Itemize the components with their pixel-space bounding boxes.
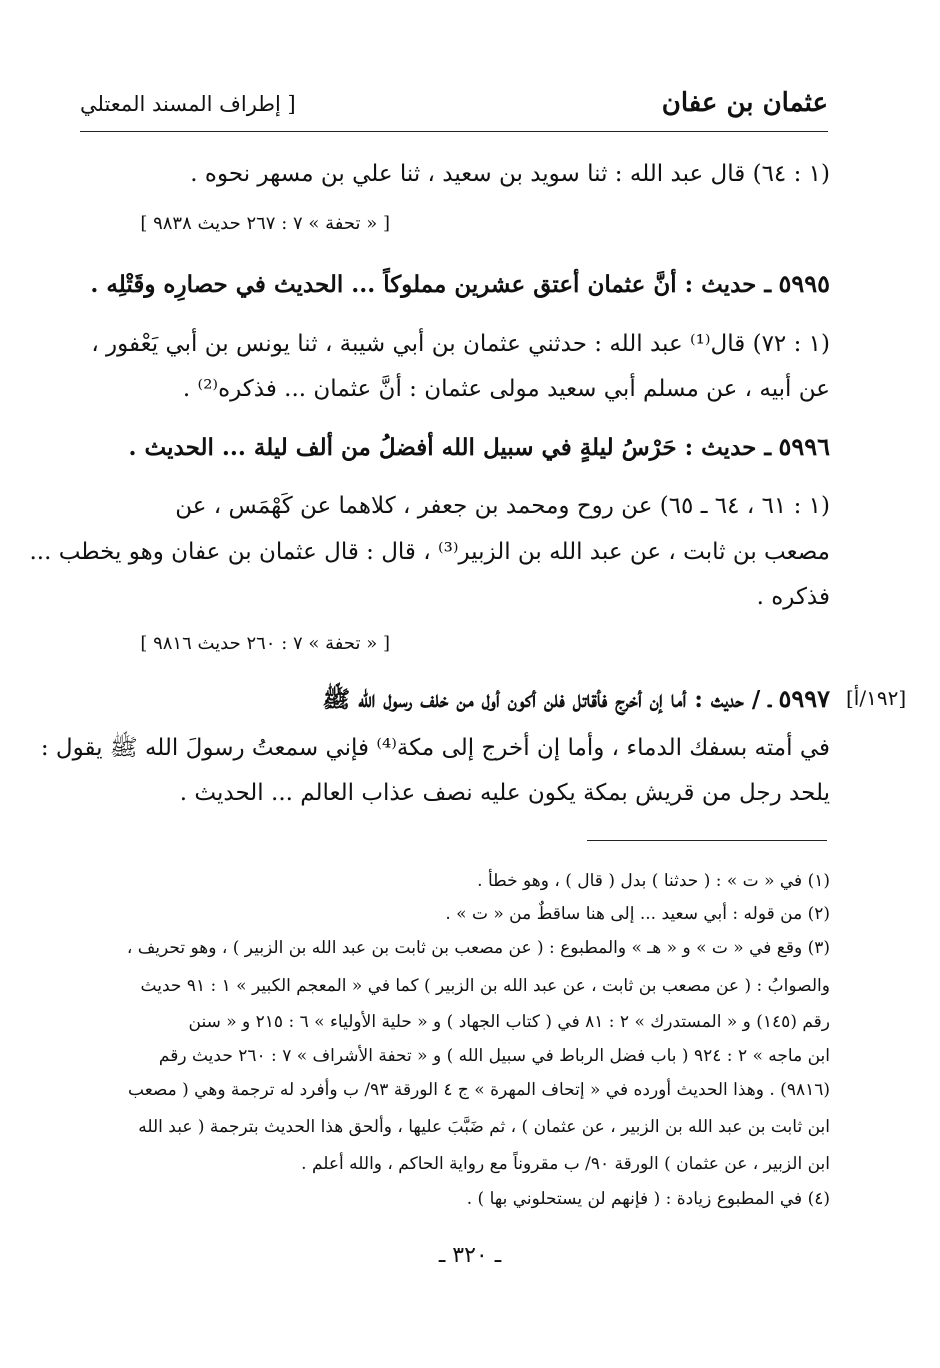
hadith-number: ٥٩٩٥ xyxy=(778,269,830,298)
hadith-number: ٥٩٩٧ xyxy=(778,684,830,713)
footnote-separator xyxy=(587,840,827,841)
chain-line: عن أبيه ، عن مسلم أبي سعيد مولى عثمان : أنَّ عثمان ... فذكره⁽²⁾ . xyxy=(182,376,830,402)
header-title: عثمان بن عفان xyxy=(661,88,828,118)
footnote-3-line: ابن الزبير ، عن عثمان ) الورقة ٩٠/ ب مقروناً مع رواية الحاكم ، والله أعلم . xyxy=(301,1154,830,1174)
footnote-3-line: (٩٨١٦) . وهذا الحديث أورده في « إتحاف المهرة » ج ٤ الورقة ٩٣/ ب وأفرد له ترجمة وهي ( مصعب xyxy=(128,1080,830,1100)
chain-line: (١ : ٧٢) قال⁽¹⁾ عبد الله : حدثني عثمان بن أبي شيبة ، ثنا يونس بن أبي يَعْفور ، xyxy=(91,331,830,357)
footnote-3: (٣) وقع في « ت » و « هـ » والمطبوع : ( عن مصعب بن ثابت بن عبد الله بن الزبير ) ، وهو تحريف ، xyxy=(126,938,830,958)
hadith-5995 xyxy=(80,269,830,298)
header-book-title: [ إطراف المسند المعتلي xyxy=(80,92,296,116)
hadith-text-line: يلحد رجل من قريش بمكة يكون عليه نصف عذاب العالم ... الحديث . xyxy=(179,780,830,806)
hadith-text: ـ حديث : أنَّ عثمان أعتق عشرين مملوكاً ... الحديث في حصارِه وقَتْلِه . xyxy=(90,271,772,298)
running-header xyxy=(80,86,828,126)
page-number: ـ ٣٢٠ ـ xyxy=(438,1243,502,1268)
footnote-3-line: ابن ماجه » ٢ : ٩٢٤ ( باب فضل الرباط في سبيل الله ) و « تحفة الأشراف » ٧ : ٢٦٠ حديث رقم xyxy=(158,1046,830,1066)
footnote-2: (٢) من قوله : أبي سعيد ... إلى هنا ساقطٌ من « ت » . xyxy=(445,904,830,924)
hadith-5996 xyxy=(80,432,830,461)
hadith-text: ـ / حديث : أما إن أخرج فأقاتل فلن أكون أول من خلف رسول الله ﷺ xyxy=(322,686,772,713)
tuhfa-reference: [ « تحفة » ٧ : ٢٦٧ حديث ٩٨٣٨ ] xyxy=(140,213,390,234)
footnote-4: (٤) في المطبوع زيادة : ( فإنهم لن يستحلوني بها ) . xyxy=(466,1189,830,1209)
hadith-number: ٥٩٩٦ xyxy=(778,432,830,461)
chain-line: (١ : ٦٤) قال عبد الله : ثنا سويد بن سعيد ، ثنا علي بن مسهر نحوه . xyxy=(190,161,830,187)
manuscript-folio-marker: [١٩٢/أ] xyxy=(846,686,907,710)
hadith-text-line: في أمته بسفك الدماء ، وأما إن أخرج إلى مكة⁽⁴⁾ فإني سمعتُ رسولَ الله ﷺ يقول : xyxy=(40,735,830,761)
footnote-3-line: رقم (١٤٥) و « المستدرك » ٢ : ٨١ في ( كتاب الجهاد ) و « حلية الأولياء » ٦ : ٢١٥ و « سنن xyxy=(188,1012,830,1032)
hadith-5997 xyxy=(80,684,830,713)
footnote-3-line: والصوابُ : ( عن مصعب بن ثابت ، عن عبد الله بن الزبير ) كما في « المعجم الكبير » ١ : ٩١ حديث xyxy=(140,976,830,996)
hadith-text: ـ حديث : حَرْسُ ليلةٍ في سبيل الله أفضلُ من ألف ليلة ... الحديث . xyxy=(128,434,772,461)
footnote-3-line: ابن ثابت بن عبد الله بن الزبير ، عن عثمان ) ، ثم ضَبَّبَ عليها ، وألحق هذا الحديث بترجمة ( عبد الله xyxy=(138,1117,830,1137)
tuhfa-reference: [ « تحفة » ٧ : ٢٦٠ حديث ٩٨١٦ ] xyxy=(140,633,390,654)
chain-line: فذكره . xyxy=(756,584,830,610)
footnote-1: (١) في « ت » : ( حدثنا ) بدل ( قال ) ، وهو خطأ . xyxy=(477,871,830,891)
chain-line: (١ : ٦١ ، ٦٤ ـ ٦٥) عن روح ومحمد بن جعفر ، كلاهما عن كَهْمَس ، عن xyxy=(175,493,830,519)
header-rule xyxy=(80,131,828,132)
chain-line: مصعب بن ثابت ، عن عبد الله بن الزبير⁽³⁾ ، قال : قال عثمان بن عفان وهو يخطب ... xyxy=(29,539,830,565)
